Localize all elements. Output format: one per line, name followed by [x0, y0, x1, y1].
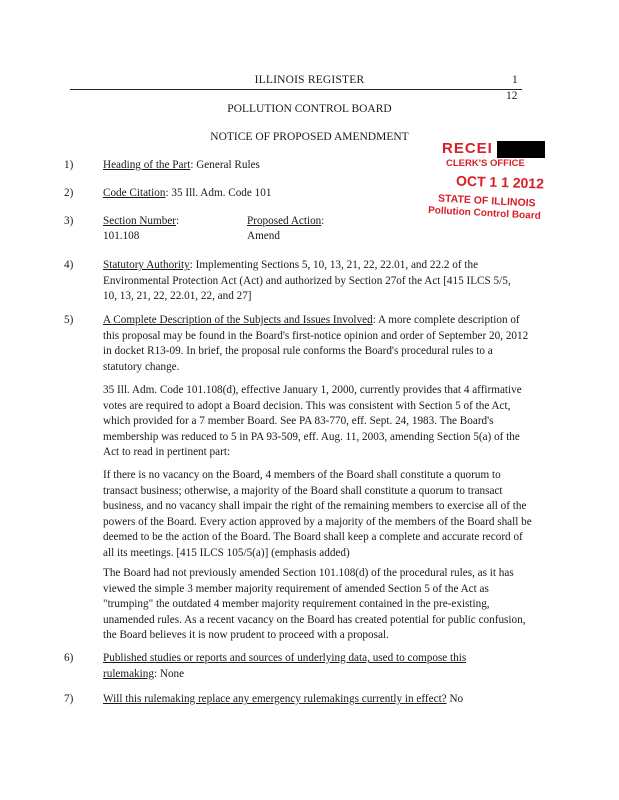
item-4-label: Statutory Authority: [103, 259, 190, 271]
item-3-action-value: Amend: [247, 230, 280, 242]
item-5-label: A Complete Description of the Subjects and Issues Involved: [103, 314, 373, 326]
item-6-paragraph: [103, 651, 523, 682]
stamp-received: RECEI: [442, 140, 493, 157]
item-1-number: 1): [64, 159, 74, 171]
item-4-number: 4): [64, 259, 74, 271]
item-6-text: : None: [153, 667, 185, 680]
item-5-text: : A more complete description of this proposal may be found in the Board's first-notice opinion and order of September 20, 2012 in docket R13-09. In brief, the proposal rule conforms the Board's procedural rules to a statutory change.: [103, 314, 529, 373]
header-rule: [70, 89, 522, 90]
item-2-text: : 35 Ill. Adm. Code 101: [165, 187, 272, 199]
received-stamp: [428, 140, 553, 230]
item-5-quote: If there is no vacancy on the Board, 4 members of the Board shall constitute a quorum to transact business; otherwise, a majority of the Board shall constitute a quorum to transact business, and no vacancy shall impair the right of the remaining members to exercise all of the powers of the Board. Every action approved by a majority of the members of the Board shall be deemed to be the action of the Board. The Board shall keep a complete and accurate record of all its meetings. [415 ILCS 105/5(a)] (emphasis added): [103, 469, 532, 559]
item-3-action-label: Proposed Action:: [247, 215, 325, 227]
item-7-paragraph: [103, 692, 533, 708]
item-2-label: Code Citation: [103, 187, 166, 199]
item-5-para-2: The Board had not previously amended Section 101.108(d) of the procedural rules, as it has viewed the simple 3 member majority requirement of amended Section 5 of the Act as "trumping" the outdated 4 member majority requirement contained in the pre-existing, unamended rules. As a recent vacancy on the Board has created potential for public confusion, the Board believes it is now prudent to proceed with a proposal.: [103, 567, 526, 641]
register-title: ILLINOIS REGISTER: [254, 74, 365, 86]
item-3-section-label: Section Number:: [103, 215, 180, 227]
notice-title: NOTICE OF PROPOSED AMENDMENT: [210, 131, 409, 143]
item-3-number: 3): [64, 215, 74, 227]
item-4-paragraph: [103, 258, 523, 305]
item-1-line: [103, 158, 260, 174]
item-5-paragraph: [103, 313, 533, 375]
item-5-para-1: 35 Ill. Adm. Code 101.108(d), effective January 1, 2000, currently provides that 4 affirmative votes are required to adopt a Board decision. This was consistent with Section 5 of the Act, which provided for a 7 member Board. See PA 83-770, eff. Sept. 24, 1983. The Board's membership was reduced to 5 in PA 93-509, eff. Aug. 11, 2003, amending Section 5(a) of the Act to read in pertinent part:: [103, 384, 522, 458]
item-2-line: [103, 186, 271, 202]
stamp-date: OCT 1 1 2012: [455, 172, 545, 192]
item-2-number: 2): [64, 187, 74, 199]
item-7-text: No: [446, 693, 464, 705]
stamp-board: Pollution Control Board: [427, 205, 541, 222]
page-mark: 1: [512, 74, 518, 86]
stamp-office: CLERK'S OFFICE: [446, 158, 525, 169]
item-6-label: Published studies or reports and sources of underlying data, used to compose this rulemaking: [103, 652, 467, 680]
agency-name: POLLUTION CONTROL BOARD: [227, 103, 392, 115]
item-5-number: 5): [64, 314, 74, 326]
stamp-state: STATE OF ILLINOIS: [437, 192, 536, 210]
item-7-label: Will this rulemaking replace any emergency rulemakings currently in effect?: [103, 693, 447, 705]
item-7-number: 7): [64, 693, 74, 705]
page-number: 12: [506, 90, 518, 102]
item-4-text: : Implementing Sections 5, 10, 13, 21, 22, 22.01, and 22.2 of the Environmental Protection Act (Act) and authorized by Section 27of the Act [415 ILCS 5/5, 10, 13, 21, 22, 22.01, 22, and 27]: [103, 259, 511, 302]
item-6-number: 6): [64, 652, 74, 664]
item-3-section-value: 101.108: [103, 230, 140, 242]
item-1-label: Heading of the Part: [103, 159, 191, 171]
redaction-block: [497, 141, 545, 158]
item-1-text: : General Rules: [190, 159, 260, 171]
